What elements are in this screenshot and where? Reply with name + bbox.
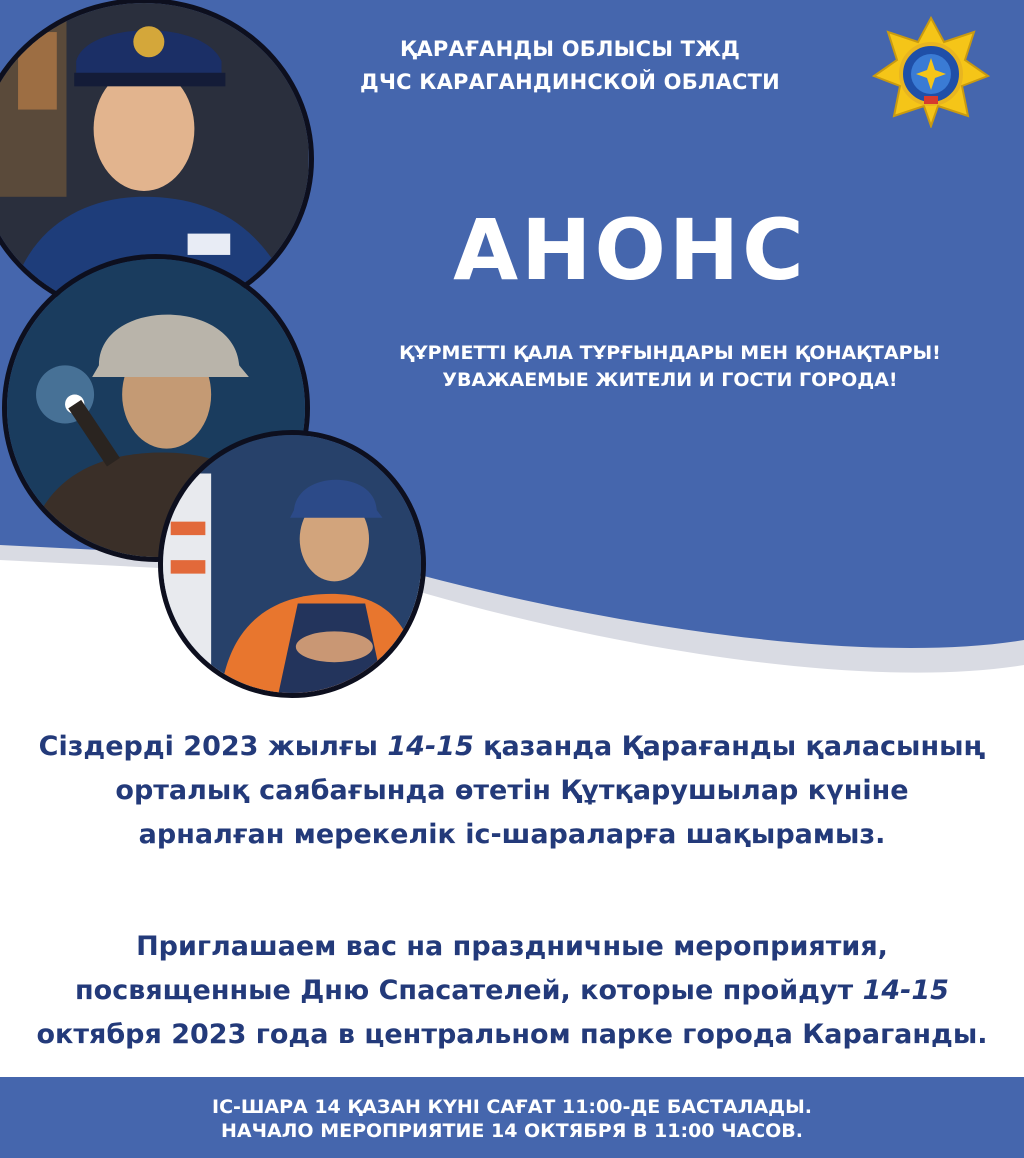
organization-name-ru: ДЧС КАРАГАНДИНСКОЙ ОБЛАСТИ	[360, 70, 780, 94]
event-start-ru: НАЧАЛО МЕРОПРИЯТИЕ 14 ОКТЯБРЯ В 11:00 ЧАСОВ.	[220, 1120, 803, 1142]
organization-name	[290, 33, 850, 99]
invitation-ru-line-2: посвященные Дню Спасателей, которые пройдут 14-15	[75, 975, 949, 1006]
rescuer-illustration	[163, 435, 421, 693]
invitation-kz-line-2: орталық саябағында өтетін Құтқарушылар күніне	[115, 775, 909, 806]
event-start-banner	[0, 1077, 1024, 1158]
greeting-ru: УВАЖАЕМЫЕ ЖИТЕЛИ И ГОСТИ ГОРОДА!	[442, 369, 898, 391]
invitation-ru-line-3: октября 2023 года в центральном парке города Караганды.	[36, 1019, 988, 1050]
invitation-kz-line-3: арналған мерекелік іс-шараларға шақырамыз.	[138, 819, 886, 850]
greeting-kz: ҚҰРМЕТТІ ҚАЛА ТҰРҒЫНДАРЫ МЕН ҚОНАҚТАРЫ!	[399, 342, 941, 364]
event-dates-ru: 14-15	[862, 975, 949, 1006]
organization-name-kz: ҚАРАҒАНДЫ ОБЛЫСЫ ТЖД	[399, 37, 741, 61]
emergency-service-star-emblem-icon	[872, 16, 990, 128]
rescuer-photo	[158, 430, 426, 698]
page-title: АНОНС	[453, 201, 807, 299]
greeting	[330, 340, 1010, 394]
event-start-kz: ІС-ШАРА 14 ҚАЗАН КҮНІ САҒАТ 11:00-ДЕ БАСТАЛАДЫ.	[212, 1096, 812, 1118]
invitation-text-ru	[0, 925, 1024, 1057]
event-dates-kz: 14-15	[387, 731, 474, 762]
invitation-kz-line-1: Сіздерді 2023 жылғы 14-15 қазанда Қарағанды қаласының	[38, 731, 986, 762]
invitation-ru-line-1: Приглашаем вас на праздничные мероприятия,	[136, 931, 888, 962]
invitation-text-kz	[0, 725, 1024, 857]
